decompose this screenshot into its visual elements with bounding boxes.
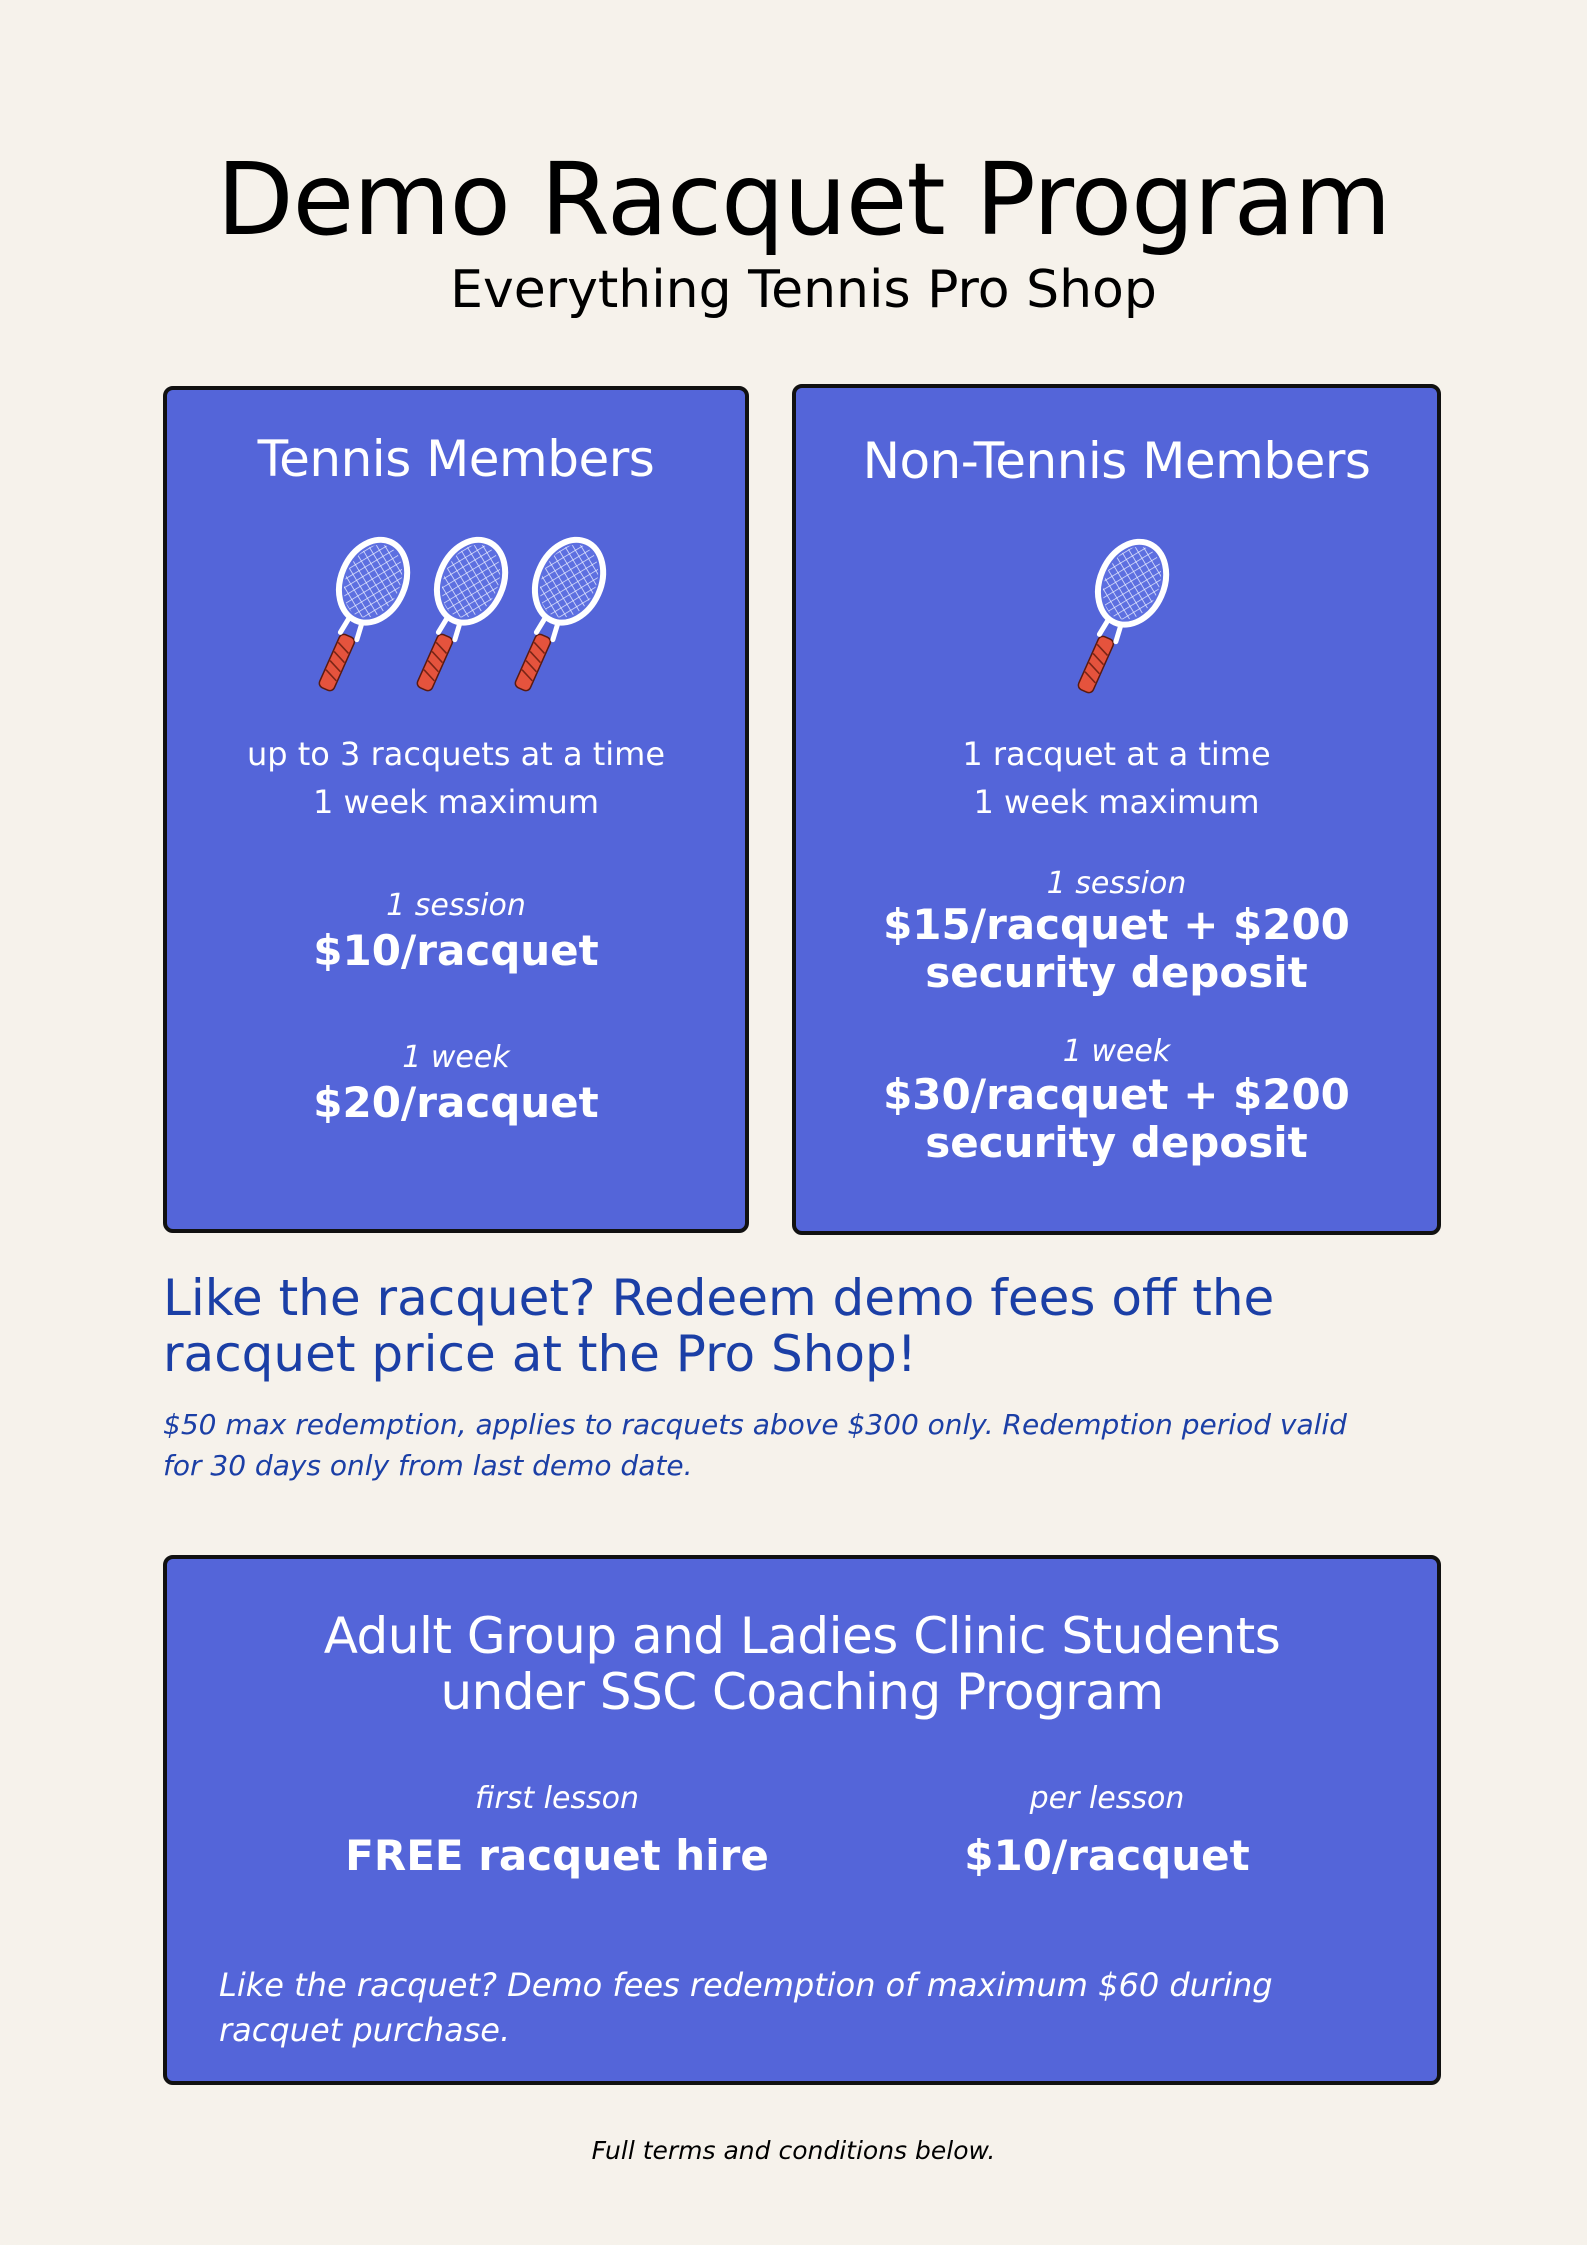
limit-line: 1 racquet at a time — [962, 735, 1271, 773]
footer-note: Full terms and conditions below. — [591, 2136, 996, 2165]
session-label: 1 session — [386, 888, 526, 923]
session-price: $15/racquet + $200 — [883, 900, 1350, 949]
per-lesson-column — [867, 1779, 1347, 1881]
racquet-icons — [796, 532, 1437, 702]
limit-line: up to 3 racquets at a time — [246, 735, 666, 773]
week-label: 1 week — [402, 1040, 510, 1075]
clinic-note — [219, 1963, 1397, 2053]
redemption-note-line: for 30 days only from last demo date. — [163, 1449, 693, 1482]
week-label: 1 week — [1062, 1034, 1171, 1069]
redemption-heading — [163, 1270, 1423, 1382]
first-lesson-column — [317, 1779, 797, 1881]
session-deposit: security deposit — [925, 948, 1308, 997]
card-heading: Tennis Members — [257, 430, 655, 488]
redemption-heading-line: Like the racquet? Redeem demo fees off the — [163, 1269, 1275, 1327]
page-subtitle: Everything Tennis Pro Shop — [450, 260, 1157, 320]
week-deposit: security deposit — [925, 1118, 1308, 1167]
redemption-note — [163, 1404, 1433, 1486]
tennis-members-card — [163, 386, 749, 1233]
session-price: $10/racquet — [313, 926, 599, 975]
racquet-icons — [167, 530, 745, 700]
clinic-note-line: racquet purchase. — [219, 2011, 511, 2049]
tennis-racquet-icon — [499, 530, 609, 700]
week-price: $30/racquet + $200 — [883, 1070, 1350, 1119]
session-label: 1 session — [1046, 866, 1187, 901]
clinic-heading-line: Adult Group and Ladies Clinic Students — [323, 1607, 1281, 1665]
non-tennis-members-card — [792, 384, 1441, 1235]
tennis-racquet-icon — [1062, 532, 1172, 702]
clinic-note-line: Like the racquet? Demo fees redemption of maximum $60 during — [219, 1966, 1273, 2004]
redemption-heading-line: racquet price at the Pro Shop! — [163, 1325, 917, 1383]
duration-line: 1 week maximum — [973, 783, 1260, 821]
card-heading: Non-Tennis Members — [862, 432, 1371, 490]
week-price: $20/racquet — [313, 1078, 599, 1127]
clinic-heading-line: under SSC Coaching Program — [440, 1663, 1164, 1721]
tennis-racquet-icon — [401, 530, 511, 700]
page-title: Demo Racquet Program — [216, 141, 1391, 258]
duration-line: 1 week maximum — [312, 783, 599, 821]
per-lesson-price: $10/racquet — [964, 1831, 1250, 1880]
tennis-racquet-icon — [303, 530, 413, 700]
redemption-note-line: $50 max redemption, applies to racquets above $300 only. Redemption period valid — [163, 1408, 1347, 1441]
per-lesson-label: per lesson — [1029, 1781, 1185, 1816]
first-lesson-label: first lesson — [474, 1781, 640, 1816]
clinic-card — [163, 1555, 1441, 2085]
first-lesson-price: FREE racquet hire — [345, 1831, 769, 1880]
